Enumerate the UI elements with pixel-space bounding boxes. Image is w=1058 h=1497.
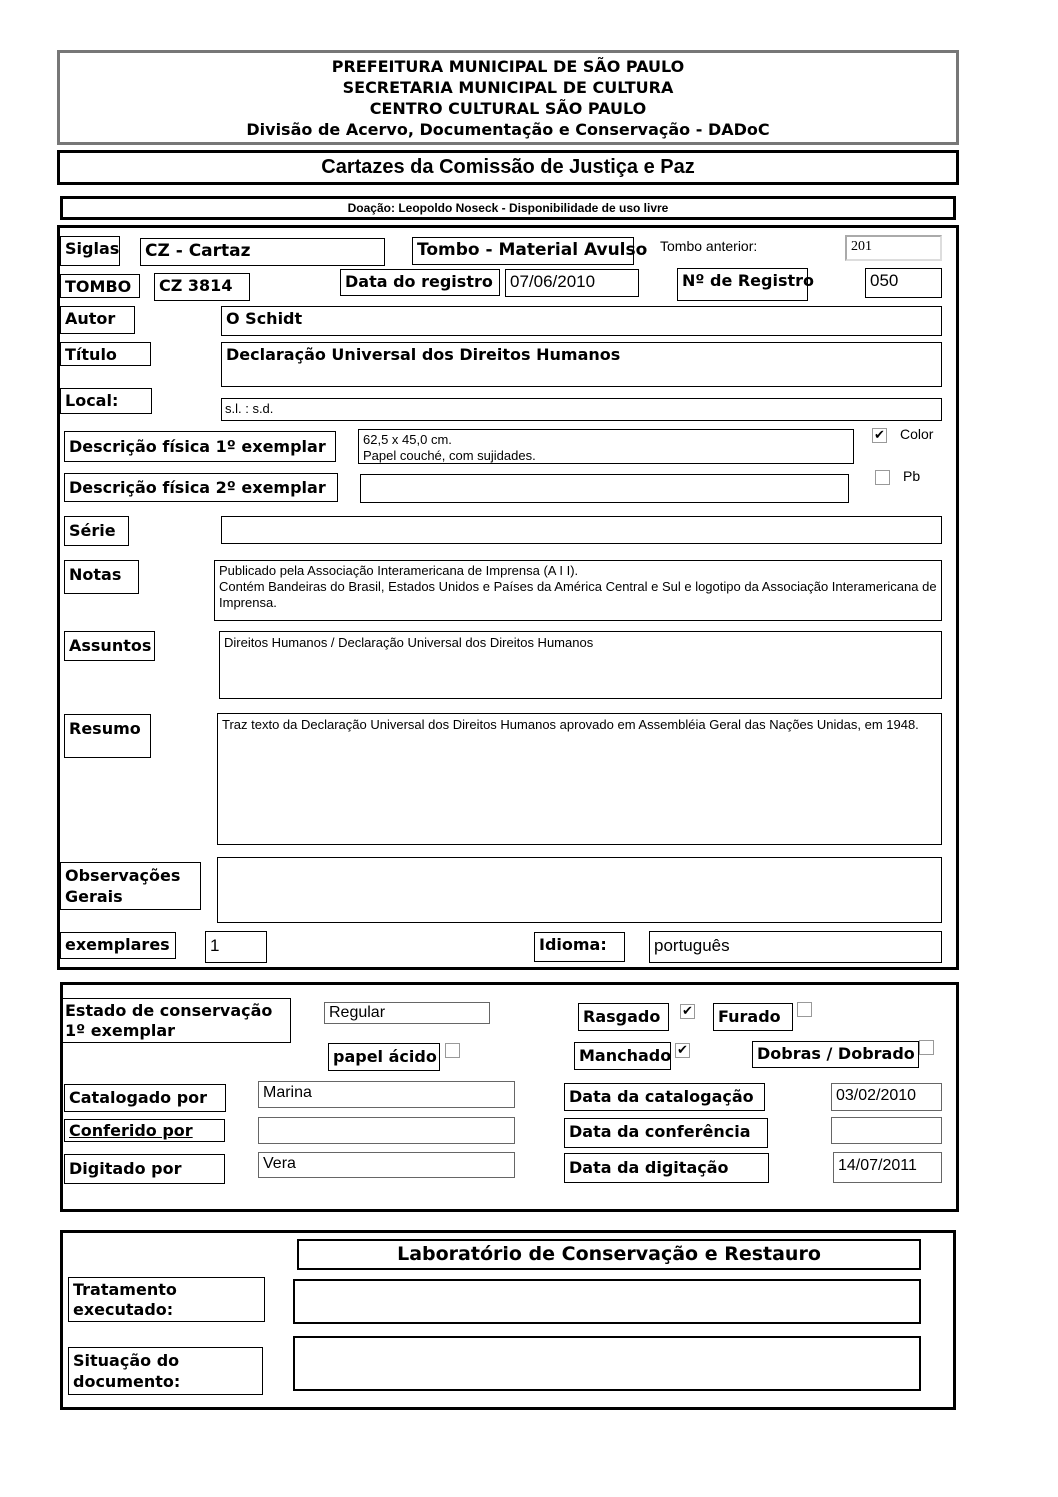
conferido-label: Conferido por [64, 1119, 225, 1142]
observacoes-label [60, 862, 201, 910]
rasgado-label: Rasgado [578, 1003, 669, 1031]
catalogado-label: Catalogado por [64, 1084, 226, 1112]
siglas-field[interactable]: CZ - Cartaz [140, 238, 385, 266]
conferido-field[interactable] [258, 1117, 515, 1144]
tratamento-field[interactable] [293, 1279, 921, 1324]
assuntos-label: Assuntos [64, 631, 155, 661]
descricao-1-line-2: Papel couché, com sujidades. [363, 448, 536, 463]
lab-title: Laboratório de Conservação e Restauro [297, 1239, 921, 1270]
local-label: Local: [60, 388, 152, 414]
digitado-field[interactable]: Vera [258, 1152, 515, 1178]
furado-label: Furado [713, 1003, 793, 1031]
collection-title: Cartazes da Comissão de Justiça e Paz [57, 150, 959, 185]
data-registro-label: Data do registro [340, 269, 500, 296]
header-line-1: PREFEITURA MUNICIPAL DE SÃO PAULO [331, 57, 685, 76]
furado-checkbox[interactable] [797, 1002, 812, 1017]
tombo-anterior-field[interactable]: 201 [845, 235, 942, 261]
titulo-label: Título [60, 342, 151, 366]
idioma-label: Idioma: [534, 932, 625, 962]
color-label: Color [900, 426, 934, 442]
manchado-checkbox[interactable]: ✔ [675, 1043, 690, 1058]
institution-header [57, 50, 959, 145]
situacao-field[interactable] [293, 1336, 921, 1391]
siglas-label: Siglas [60, 236, 120, 266]
rasgado-checkbox[interactable]: ✔ [680, 1004, 695, 1019]
num-registro-field[interactable]: 050 [865, 268, 942, 298]
descricao-1-field[interactable] [358, 429, 854, 464]
descricao-2-field[interactable] [360, 474, 849, 503]
titulo-field[interactable]: Declaração Universal dos Direitos Humanos [221, 342, 942, 387]
num-registro-label: Nº de Registro [677, 268, 808, 301]
tratamento-label-line-1: Tratamento [73, 1280, 177, 1299]
descricao-2-label: Descrição física 2º exemplar [64, 473, 338, 502]
manchado-label: Manchado [574, 1042, 671, 1070]
data-registro-field[interactable]: 07/06/2010 [505, 269, 639, 297]
descricao-1-line-1: 62,5 x 45,0 cm. [363, 432, 452, 447]
descricao-1-label: Descrição física 1º exemplar [64, 431, 336, 462]
digitado-label: Digitado por [64, 1154, 225, 1184]
autor-label: Autor [60, 306, 135, 334]
situacao-label-line-1: Situação do [73, 1351, 180, 1370]
tombo-field[interactable]: CZ 3814 [154, 273, 250, 301]
assuntos-field[interactable]: Direitos Humanos / Declaração Universal dos Direitos Humanos [219, 631, 942, 699]
tombo-label: TOMBO [60, 274, 140, 298]
exemplares-field[interactable]: 1 [205, 931, 267, 963]
dobras-checkbox[interactable] [919, 1040, 934, 1055]
observacoes-label-line-2: Gerais [65, 887, 123, 906]
data-digitacao-field[interactable]: 14/07/2011 [833, 1152, 942, 1183]
data-conferencia-label: Data da conferência [564, 1118, 768, 1148]
observacoes-field[interactable] [217, 857, 942, 923]
papel-acido-checkbox[interactable] [445, 1043, 460, 1058]
local-field[interactable]: s.l. : s.d. [221, 398, 942, 421]
estado-conservacao-label-line-1: Estado de conservação [65, 1001, 273, 1020]
papel-acido-label: papel ácido [328, 1043, 440, 1071]
estado-conservacao-label [60, 998, 291, 1043]
autor-field[interactable]: O Schidt [221, 306, 942, 336]
data-digitacao-label: Data da digitação [564, 1153, 769, 1183]
tombo-anterior-label: Tombo anterior: [660, 238, 758, 254]
observacoes-label-line-1: Observações [65, 866, 181, 885]
pb-checkbox[interactable] [875, 470, 890, 485]
dobras-label: Dobras / Dobrado [752, 1041, 919, 1068]
notas-label: Notas [64, 560, 139, 594]
tratamento-label [68, 1277, 265, 1322]
data-catalogacao-label: Data da catalogação [564, 1083, 765, 1111]
situacao-label-line-2: documento: [73, 1372, 181, 1391]
donation-line: Doação: Leopoldo Noseck - Disponibilidade de uso livre [60, 196, 956, 220]
pb-label: Pb [903, 468, 921, 484]
resumo-field[interactable]: Traz texto da Declaração Universal dos Direitos Humanos aprovado em Assembléia Geral das Nações Unidas, em 1948. [217, 713, 942, 845]
situacao-label [68, 1347, 263, 1395]
serie-label: Série [64, 516, 129, 546]
header-line-3: CENTRO CULTURAL SÃO PAULO [369, 99, 647, 118]
estado-conservacao-field[interactable]: Regular [324, 1002, 490, 1024]
notas-field[interactable]: Publicado pela Associação Interamericana de Imprensa (A I I). Contém Bandeiras do Brasil, Estados Unidos e Países da América Central e Sul e logotipo da Associação Interamericana de Imprensa. [214, 560, 942, 621]
resumo-label: Resumo [64, 714, 151, 758]
exemplares-label: exemplares [60, 932, 176, 959]
catalogado-field[interactable]: Marina [258, 1081, 515, 1108]
serie-field[interactable] [221, 516, 942, 544]
idioma-field[interactable]: português [649, 931, 942, 963]
tratamento-label-line-2: executado: [73, 1300, 174, 1319]
color-checkbox[interactable]: ✔ [872, 428, 887, 443]
header-line-2: SECRETARIA MUNICIPAL DE CULTURA [342, 78, 674, 97]
data-catalogacao-field[interactable]: 03/02/2010 [831, 1083, 942, 1111]
header-line-4: Divisão de Acervo, Documentação e Conservação - DADoC [246, 120, 770, 139]
data-conferencia-field[interactable] [831, 1117, 942, 1144]
estado-conservacao-label-line-2: 1º exemplar [65, 1021, 176, 1040]
tombo-material-label: Tombo - Material Avulso [412, 237, 634, 265]
